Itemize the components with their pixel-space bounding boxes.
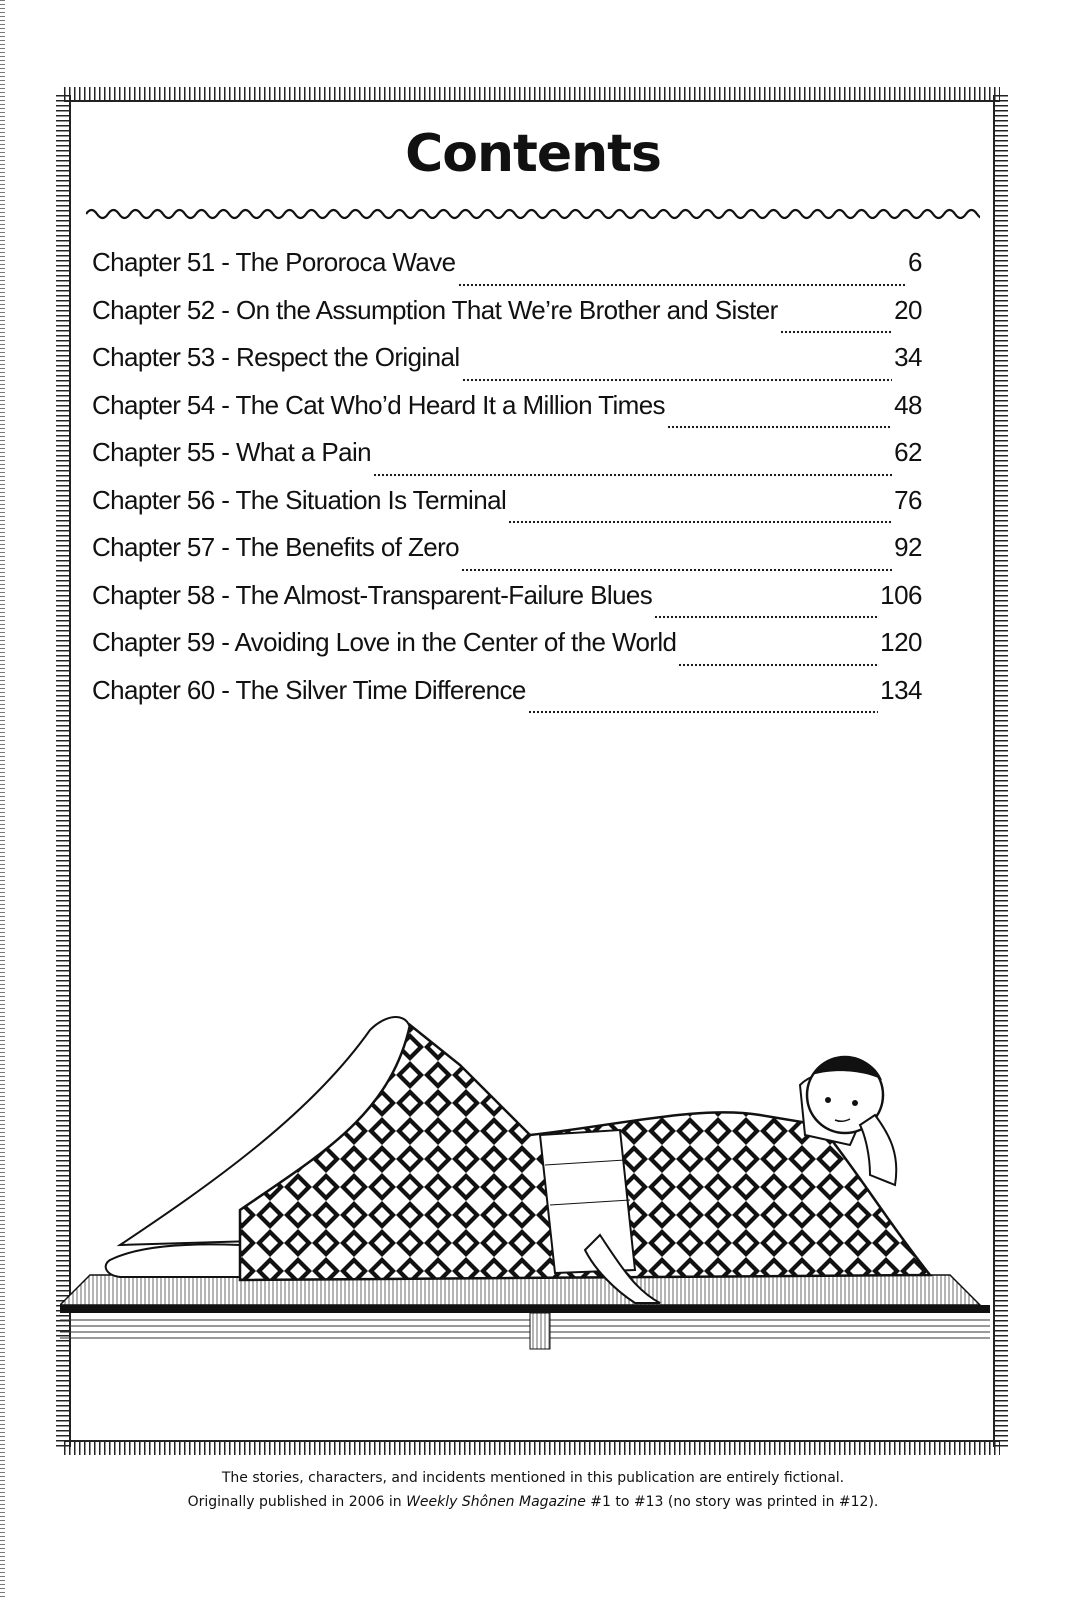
chapter-title: Chapter 53 - Respect the Original xyxy=(92,342,460,372)
ruler-right xyxy=(993,95,1008,1447)
toc-entry-57[interactable] xyxy=(92,532,922,580)
chapter-title: Chapter 54 - The Cat Who’d Heard It a Million Times xyxy=(92,389,665,420)
page-number: 62 xyxy=(894,437,922,467)
page-number: 92 xyxy=(894,532,922,562)
dot-leader xyxy=(654,615,878,619)
wavy-divider xyxy=(86,204,980,224)
toc-entry-52[interactable] xyxy=(92,295,922,343)
dot-leader xyxy=(678,663,878,667)
chapter-title: Chapter 57 - The Benefits of Zero xyxy=(92,532,460,562)
chapter-title: Chapter 52 - On the Assumption That We’re Brother and Sister xyxy=(92,294,778,325)
publication-suffix: #1 to #13 (no story was printed in #12). xyxy=(585,1494,879,1510)
dot-leader xyxy=(373,473,892,477)
page-number: 134 xyxy=(880,674,922,705)
fiction-disclaimer: The stories, characters, and incidents mentioned in this publication are entirely fictional. xyxy=(221,1470,845,1486)
toc-entry-60[interactable] xyxy=(92,675,922,723)
contents-list xyxy=(92,247,922,722)
dot-leader xyxy=(667,425,892,429)
dot-leader xyxy=(461,568,892,572)
page-number: 120 xyxy=(880,627,922,657)
toc-entry-54[interactable] xyxy=(92,390,922,438)
page-edge-decoration xyxy=(0,0,5,1600)
page-title: Contents xyxy=(405,124,661,184)
dot-leader xyxy=(528,710,878,714)
page-number: 20 xyxy=(894,294,922,325)
toc-entry-51[interactable] xyxy=(92,247,922,295)
chapter-title: Chapter 56 - The Situation Is Terminal xyxy=(92,484,507,515)
dot-leader xyxy=(458,283,907,287)
toc-entry-59[interactable] xyxy=(92,627,922,675)
reclining-figure-illustration xyxy=(60,1005,990,1355)
toc-entry-55[interactable] xyxy=(92,437,922,485)
dot-leader xyxy=(462,378,893,382)
publication-prefix: Originally published in 2006 in xyxy=(187,1494,407,1510)
page-number: 48 xyxy=(894,389,922,420)
page-number: 106 xyxy=(880,579,922,610)
publication-notice xyxy=(0,1466,1066,1514)
dot-leader xyxy=(780,330,892,334)
chapter-title: Chapter 58 - The Almost-Transparent-Failure Blues xyxy=(92,579,653,610)
chapter-title: Chapter 51 - The Pororoca Wave xyxy=(92,247,456,277)
page-number: 34 xyxy=(894,342,922,372)
chapter-title: Chapter 60 - The Silver Time Difference xyxy=(92,674,526,705)
magazine-name: Weekly Shônen Magazine xyxy=(406,1494,586,1510)
page-number: 6 xyxy=(908,247,922,277)
toc-entry-58[interactable] xyxy=(92,580,922,628)
dot-leader xyxy=(508,520,892,524)
publication-info xyxy=(0,1490,1066,1514)
toc-entry-56[interactable] xyxy=(92,485,922,533)
toc-entry-53[interactable] xyxy=(92,342,922,390)
ruler-bottom xyxy=(64,1440,1000,1455)
chapter-title: Chapter 59 - Avoiding Love in the Center of the World xyxy=(92,627,677,657)
chapter-title: Chapter 55 - What a Pain xyxy=(92,437,371,467)
page-number: 76 xyxy=(894,484,922,515)
ruler-top xyxy=(64,87,1000,102)
